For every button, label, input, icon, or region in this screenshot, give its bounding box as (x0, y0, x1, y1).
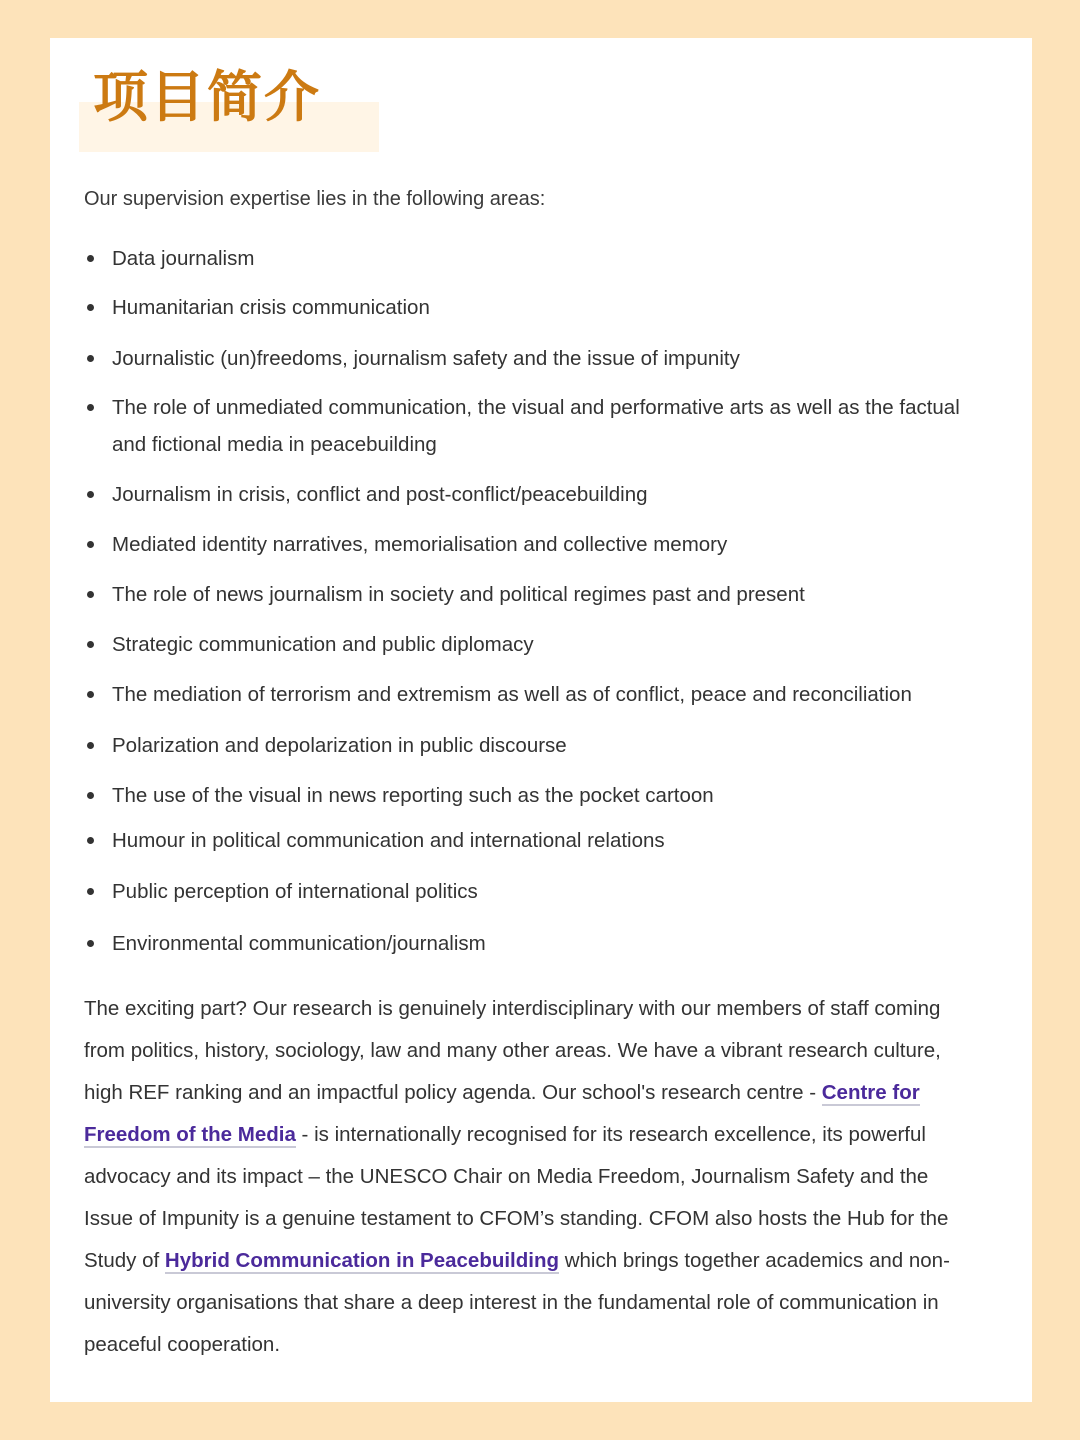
list-item: Data journalism (84, 240, 972, 277)
paragraph-text: which brings together academics and non-university organisations that share a deep interest in the fundamental role of communication in peaceful cooperation. (84, 1249, 950, 1356)
cfom-link[interactable]: Centre for Freedom of the Media (84, 1081, 920, 1146)
list-item: The role of news journalism in society and political regimes past and present (84, 576, 972, 613)
list-item: Mediated identity narratives, memorialisation and collective memory (84, 526, 972, 563)
list-item: The role of unmediated communication, the visual and performative arts as well as the factual and fictional media in peacebuilding (84, 389, 972, 463)
list-item: Humour in political communication and international relations (84, 822, 972, 859)
list-item: Environmental communication/journalism (84, 925, 972, 962)
paragraph-text: - is internationally recognised for its research excellence, its powerful advocacy and its impact – the UNESCO Chair on Media Freedom, Journalism Safety and the Issue of Impunity is a genuine testament to CFOM’s standing. CFOM also hosts the Hub for the Study of (84, 1123, 949, 1272)
list-item: Journalistic (un)freedoms, journalism safety and the issue of impunity (84, 340, 972, 377)
list-item: Public perception of international politics (84, 873, 972, 910)
list-item: Journalism in crisis, conflict and post-conflict/peacebuilding (84, 476, 972, 513)
intro-text: Our supervision expertise lies in the following areas: (84, 188, 546, 210)
list-item: The use of the visual in news reporting such as the pocket cartoon (84, 777, 972, 814)
list-item: The mediation of terrorism and extremism as well as of conflict, peace and reconciliation (84, 676, 972, 713)
page-title: 项目简介 (93, 65, 322, 129)
body-paragraph (84, 988, 956, 1366)
list-item: Strategic communication and public diplomacy (84, 626, 972, 663)
content-card (50, 38, 1032, 1402)
list-item: Polarization and depolarization in public discourse (84, 727, 972, 764)
list-item: Humanitarian crisis communication (84, 289, 972, 326)
hybrid-communication-link[interactable]: Hybrid Communication in Peacebuilding (164, 1249, 560, 1272)
paragraph-text: The exciting part? Our research is genuinely interdisciplinary with our members of staff coming from politics, history, sociology, law and many other areas. We have a vibrant research culture, high REF ranking and an impactful policy agenda. Our school's research centre - (84, 997, 941, 1104)
